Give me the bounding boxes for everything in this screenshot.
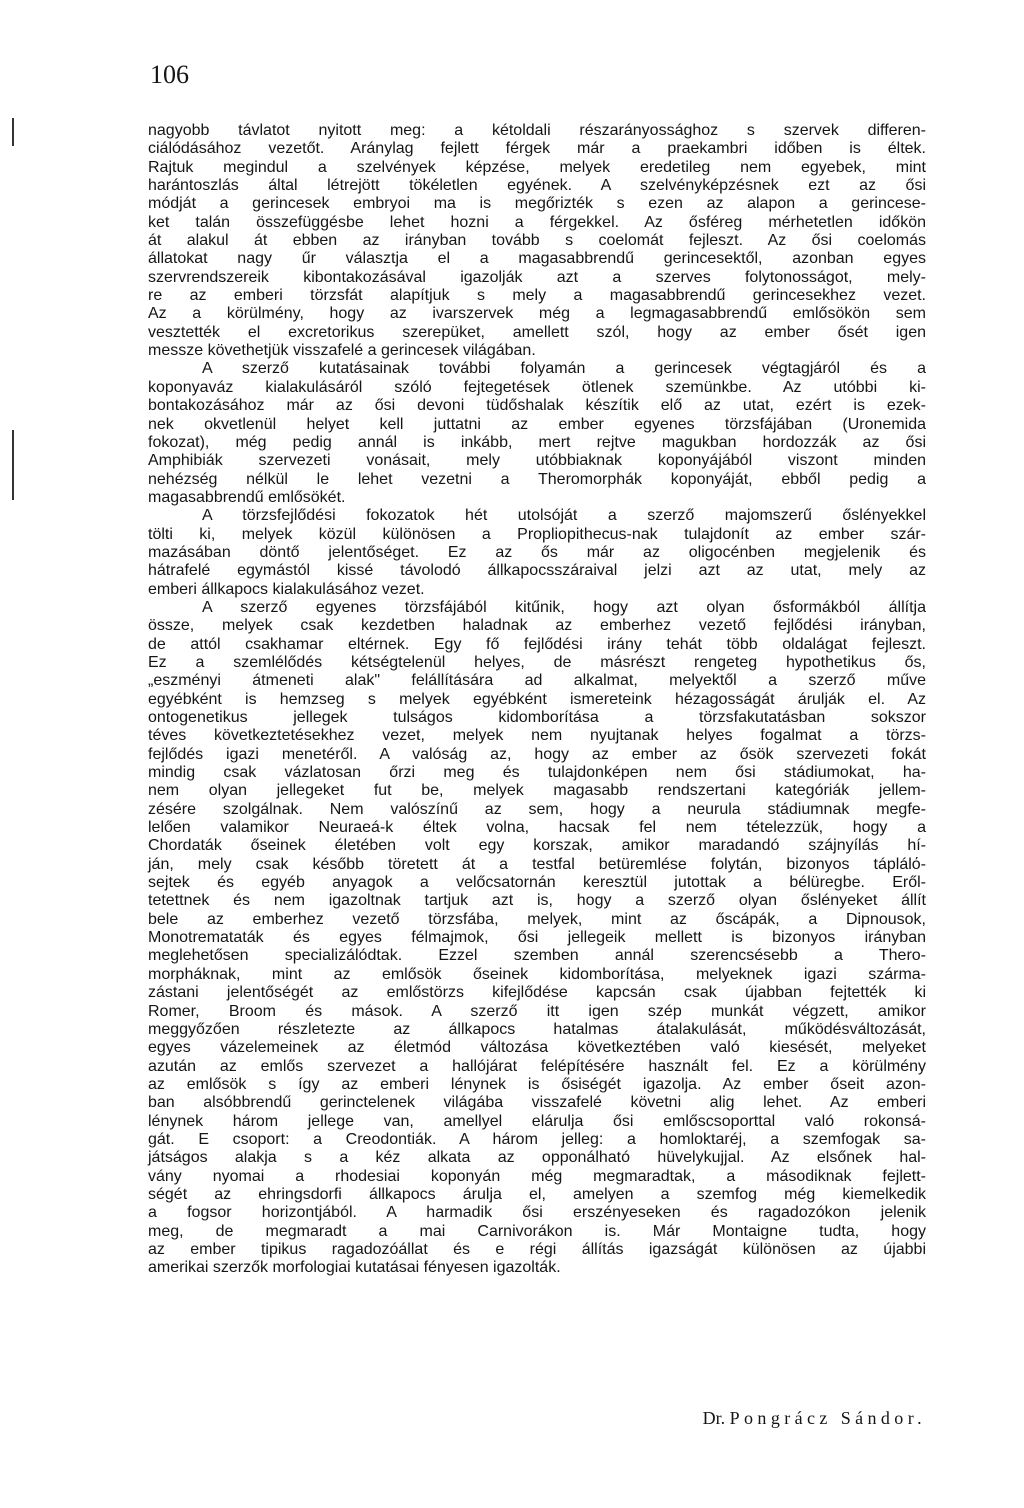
text-line: vesztették el excretorikus szerepüket, amellett szól, hogy az ember ősét igen (148, 323, 926, 341)
text-line: a fogsor horizontjából. A harmadik ősi erszényeseken és ragadozókon jelenik (148, 1204, 926, 1222)
text-line: az ember tipikus ragadozóállat és e régi állítás igazságát különösen az újabbi (148, 1240, 926, 1258)
text-line: nehézség nélkül le lehet vezetni a Theromorphák koponyáját, ebből pedig a (148, 470, 926, 488)
signature-name: Pongrácz Sándor. (729, 1408, 926, 1428)
text-line: bontakozásához már az ősi devoni tüdőshalak készítik elő az utat, ezért is ezek- (148, 397, 926, 415)
text-line: ontogenetikus jellegek tulságos kidomborítása a törzsfakutatásban sokszor (148, 709, 926, 726)
signature-title: Dr. (702, 1408, 726, 1428)
text-line: egyébként is hemzseg s melyek egyébként ismereteink hézagosságát árulják el. Az (148, 690, 926, 708)
text-line: Romer, Broom és mások. A szerző itt igen szép munkát végzett, amikor (148, 1002, 926, 1020)
text-line: Monotremataták és egyes félmajmok, ősi jellegeik mellett is bizonyos irányban (148, 929, 926, 947)
text-line: zésére szolgálnak. Nem valószínű az sem, hogy a neurula stádiumnak megfe- (148, 800, 926, 818)
text-line: Chordaták őseinek életében volt egy korszak, amikor maradandó szájnyílás hí- (148, 837, 926, 855)
text-line: módját a gerincesek embryoi ma is megőrizték s ezen az alapon a gerincese- (148, 195, 926, 213)
text-line: morpháknak, mint az emlősök őseinek kidomborítása, melyeknek igazi szárma- (148, 965, 926, 983)
text-line: koponyaváz kialakulásáról szóló fejtegetések ötlenek szemünkbe. Az utóbbi ki- (148, 378, 926, 396)
text-line: Az a körülmény, hogy az ivarszervek még a legmagasabbrendű emlősökön sem (148, 305, 926, 323)
text-line: ségét az ehringsdorfi állkapocs árulja el, amelyen a szemfog még kiemelkedik (148, 1185, 926, 1203)
text-line: meglehetősen specializálódtak. Ezzel szemben annál szerencsésebb a Thero- (148, 947, 926, 965)
text-line: meg, de megmaradt a mai Carnivorákon is. Már Montaigne tudta, hogy (148, 1222, 926, 1240)
text-line: ciálódásához vezetőt. Aránylag fejlett férgek már a praekambri időben is éltek. (148, 140, 926, 158)
text-line: az emlősök s így az emberi lénynek is ősiségét igazolja. Az ember őseit azon- (148, 1075, 926, 1093)
text-line: téves következtetésekhez vezet, melyek nem nyujtanak helyes fogalmat a törzs- (148, 727, 926, 745)
text-line: harántoszlás által létrejött tökéletlen egyének. A szelvényképzésnek ezt az ősi (148, 177, 926, 195)
text-line: gát. E csoport: a Creodontiák. A három jelleg: a homloktaréj, a szemfogak sa- (148, 1130, 926, 1148)
text-line: nek okvetlenül helyet kell juttatni az ember egyenes törzsfájában (Uronemida (148, 415, 926, 433)
text-line: mazásában döntő jelentőséget. Ez az ős már az oligocénben megjelenik és (148, 543, 926, 561)
text-line: Rajtuk megindul a szelvények képzése, melyek eredetileg nem egyebek, mint (148, 158, 926, 176)
text-line: szervrendszereik kibontakozásával igazolják azt a szerves folytonosságot, mely- (148, 268, 926, 286)
text-line: A törzsfejlődési fokozatok hét utolsóját a szerző majomszerű őslényekkel (202, 507, 926, 525)
text-line: azután az emlős szervezet a hallójárat felépítésére használt fel. Ez a körülmény (148, 1057, 926, 1075)
text-line: zástani jelentőségét az emlőstörzs kifejlődése kapcsán csak újabban fejtették ki (148, 984, 926, 1002)
text-line: hátrafelé egymástól kissé távolodó állkapocsszáraival jelzi azt az utat, mely az (148, 562, 926, 580)
signature (620, 1408, 926, 1429)
text-line: magasabbrendű emlősökét. (148, 488, 346, 506)
page-number: 106 (150, 60, 189, 89)
text-line: messze követhetjük visszafelé a gerincesek világában. (148, 342, 536, 360)
text-line: re az emberi törzsfát alapítjuk s mely a magasabbrendű gerincesekhez vezet. (148, 287, 926, 305)
text-line: Ez a szemlélődés kétségtelenül helyes, de másrészt rengeteg hypothetikus ős, (148, 653, 926, 671)
text-line: lelően valamikor Neuraeá-k éltek volna, hacsak fel nem tételezzük, hogy a (148, 819, 926, 837)
text-line: sejtek és egyéb anyagok a velőcsatornán keresztül jutottak a bélüregbe. Eről- (148, 874, 926, 892)
text-line: ján, mely csak később töretett át a testfal betüremlése folytán, bizonyos táplálό- (148, 855, 926, 873)
margin-mark (12, 430, 14, 500)
text-line: tölti ki, melyek közül különösen a Propliopithecus-nak tulajdonít az ember szár- (148, 525, 926, 543)
text-line: „eszményi átmeneti alak" felállítására ad alkalmat, melyektől a szerző műve (148, 672, 926, 690)
text-line: át alakul át ebben az irányban tovább s coelomát fejleszt. Az ősi coelomás (148, 232, 926, 250)
body-text (148, 122, 926, 1278)
text-line: mindig csak vázlatosan őrzi meg és tulajdonképen nem ősi stádiumokat, ha- (148, 764, 926, 782)
text-line: Amphibiák szervezeti vonásait, mely utóbbiaknak koponyájából viszont minden (148, 452, 926, 470)
text-line: emberi állkapocs kialakulásához vezet. (148, 580, 425, 598)
text-line: fokozat), még pedig annál is inkább, mert rejtve magukban hordozzák az ősi (148, 433, 926, 451)
text-line: fejlődés igazi menetéről. A valóság az, hogy az ember az ősök szervezeti fokát (148, 745, 926, 763)
text-line: amerikai szerzők morfologiai kutatásai fényesen igazolták. (148, 1259, 561, 1277)
text-line: egyes vázelemeinek az életmód változása következtében való kiesését, melyeket (148, 1039, 926, 1057)
margin-mark (12, 118, 14, 146)
text-line: A szerző kutatásainak további folyamán a gerincesek végtagjáról és a (202, 360, 926, 378)
text-line: nagyobb távlatot nyitott meg: a kétoldali részarányossághoz s szervek differen- (148, 122, 926, 139)
text-line: játságos alakja s a kéz alkata az opponálható hüvelykujjal. Az elsőnek hal- (148, 1149, 926, 1167)
text-line: nem olyan jellegeket fut be, melyek magasabb rendszertani kategóriák jellem- (148, 782, 926, 800)
text-line: vány nyomai a rhodesiai koponyán még megmaradtak, a másodiknak fejlett- (148, 1167, 926, 1185)
text-line: ban alsóbbrendű gerinctelenek világába visszafelé követni alig lehet. Az emberi (148, 1094, 926, 1112)
text-line: meggyőzően részletezte az állkapocs hatalmas átalakulását, működésváltozását, (148, 1020, 926, 1038)
text-line: de attól csakhamar eltérnek. Egy fő fejlődési irány tehát több oldalágat fejleszt. (148, 635, 926, 653)
text-line: ket talán összefüggésbe lehet hozni a férgekkel. Az ősféreg mérhetetlen időkön (148, 213, 926, 231)
text-line: össze, melyek csak kezdetben haladnak az emberhez vezető fejlődési irányban, (148, 617, 926, 635)
text-line: tetettnek és nem igazoltnak tartjuk azt is, hogy a szerző olyan őslényeket állít (148, 892, 926, 910)
text-line: állatokat nagy űr választja el a magasabbrendű gerincesektől, azonban egyes (148, 250, 926, 268)
text-line: lénynek három jellege van, amellyel elárulja ősi emlőscsoporttal való rokonsá- (148, 1112, 926, 1130)
text-line: A szerző egyenes törzsfájából kitűnik, hogy azt olyan ősformákból állítja (202, 598, 926, 616)
text-line: bele az emberhez vezető törzsfába, melyek, mint az őscápák, a Dipnousok, (148, 910, 926, 928)
